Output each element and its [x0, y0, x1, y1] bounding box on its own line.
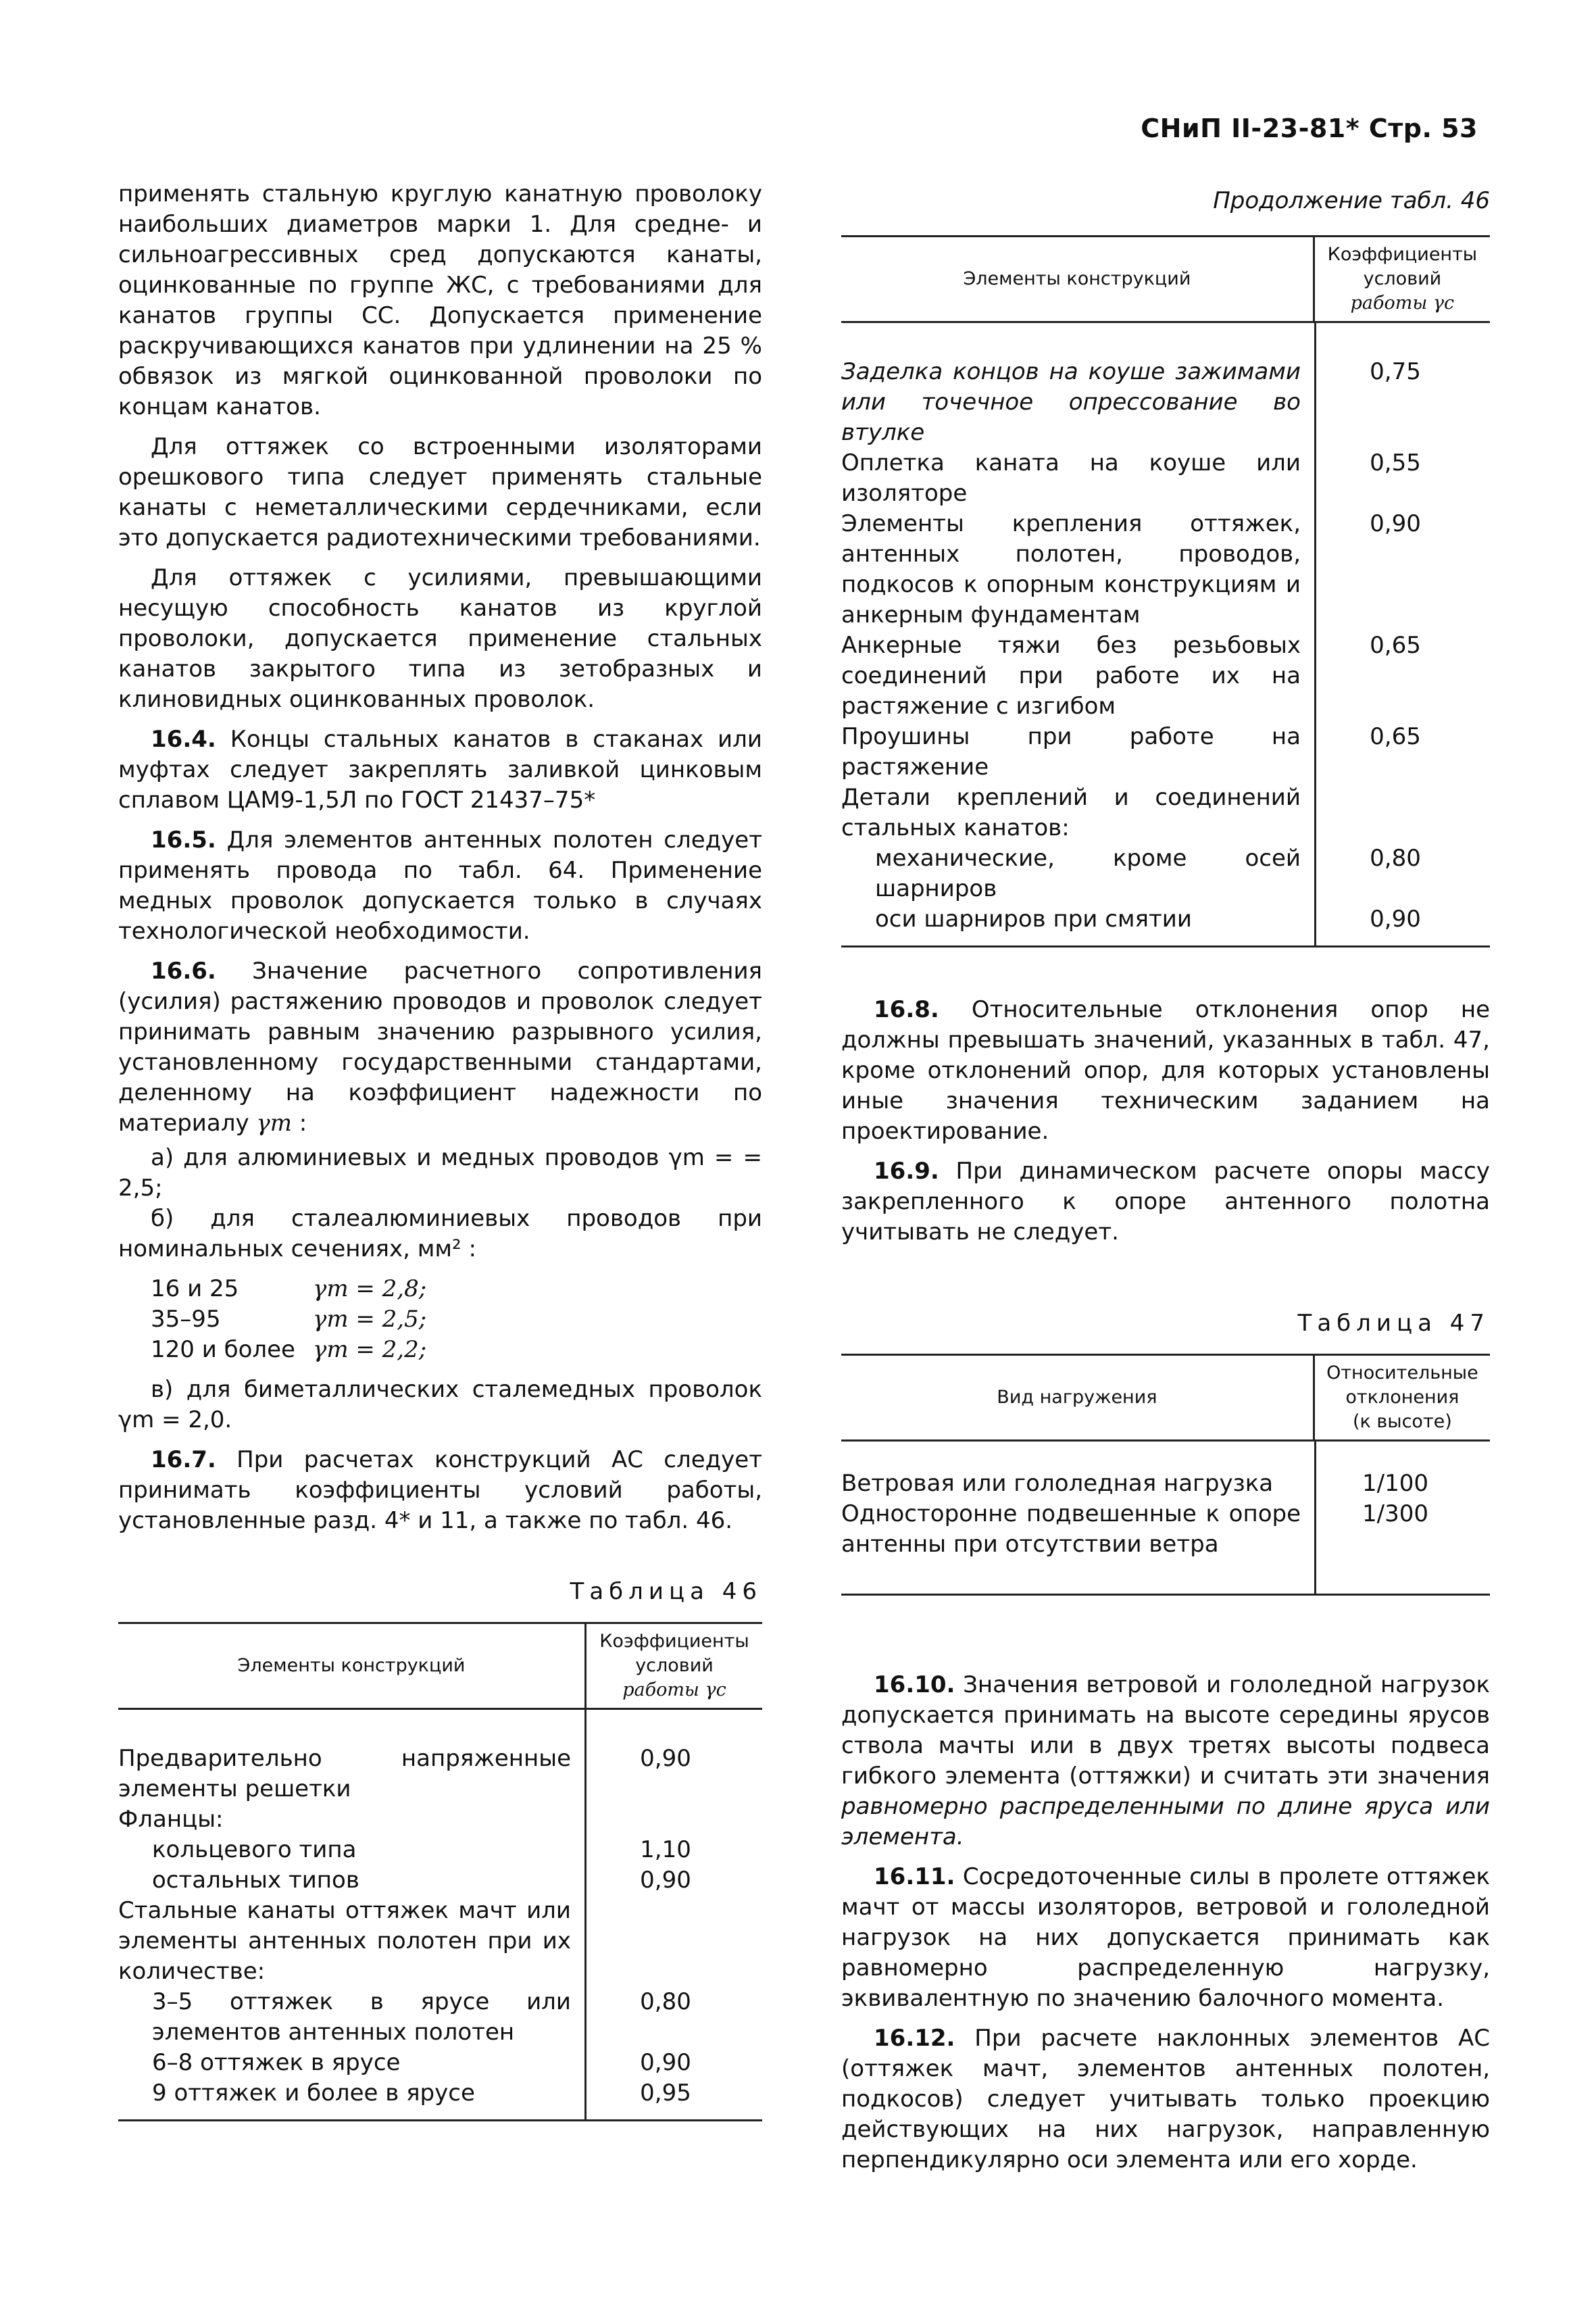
row-label: остальных типов: [152, 1867, 359, 1894]
clause-16-8: [841, 995, 1490, 1147]
table-row: [841, 448, 1490, 509]
item-b: б) для сталеалюминиевых проводов при номинальных сечениях, мм² :: [118, 1205, 762, 1262]
row-label: Фланцы:: [118, 1806, 224, 1833]
column-header-line: Коэффициенты: [1327, 244, 1478, 265]
table-header: [841, 1356, 1490, 1442]
section-size: 120 и более: [151, 1336, 295, 1363]
row-value: [571, 1804, 760, 1835]
row-value: [1301, 783, 1490, 843]
clause-16-6: [118, 956, 762, 1139]
column-header-line: отклонения: [1345, 1387, 1460, 1408]
table-row: [118, 1987, 762, 2048]
row-label: Детали креплений и соединений стальных канатов:: [841, 784, 1301, 841]
clause-number: 16.5.: [151, 827, 216, 854]
column-header: [587, 1624, 762, 1708]
row-value: 0,55: [1370, 449, 1421, 476]
row-label: Анкерные тяжи без резьбовых соединений при работе их на растяжение с изгибом: [841, 632, 1301, 720]
section-size: 35–95: [151, 1306, 221, 1333]
column-header: Вид нагружения: [841, 1356, 1315, 1439]
table-row: [118, 1896, 762, 1987]
table-row: [118, 2078, 762, 2109]
colon: :: [291, 1110, 307, 1137]
clause-number: 16.4.: [151, 726, 216, 753]
table-row: [841, 904, 1490, 935]
row-value: 0,90: [1370, 510, 1421, 537]
column-header-line: (к высоте): [1352, 1411, 1452, 1432]
column-header-line: условий: [1363, 268, 1442, 289]
row-label: кольцевого типа: [152, 1836, 357, 1863]
item-c: в) для биметаллических сталемедных проволок γm = 2,0.: [118, 1376, 762, 1433]
clause-number: 16.8.: [874, 996, 939, 1023]
table-row: [118, 1744, 762, 1804]
clause-text: Значение расчетного сопротивления (усилия) растяжению проводов и проволок следует принимать равным значению разрывного усилия, установленному государственными стандартами, деленному на коэффициент надежности по материалу: [118, 958, 762, 1137]
row-value: [571, 1896, 760, 1987]
table-row: [118, 1835, 762, 1865]
table-row: [841, 357, 1490, 448]
clause-16-12: [841, 2023, 1490, 2175]
table-row: [841, 1469, 1490, 1499]
table-body: [841, 323, 1490, 945]
section-size: 16 и 25: [151, 1275, 239, 1302]
table-46-continued: [841, 235, 1490, 947]
clause-text: При расчетах конструкций АС следует принимать коэффициенты условий работы, установленные разд. 4* и 11, а также по табл. 46.: [118, 1446, 762, 1534]
clause-number: 16.10.: [874, 1671, 955, 1698]
table-row: [118, 1804, 762, 1835]
row-label: 6–8 оттяжек в ярусе: [152, 2049, 401, 2076]
page-header: СНиП II-23-81* Стр. 53: [1141, 114, 1478, 143]
row-value: 0,90: [640, 1745, 691, 1772]
table-row: [118, 2048, 762, 2078]
row-label: оси шарниров при смятии: [875, 906, 1192, 933]
row-label: Оплетка каната на коуше или изоляторе: [841, 449, 1301, 507]
column-header: [1315, 1356, 1490, 1439]
section-row: [151, 1335, 762, 1365]
section-value: γm = 2,5;: [313, 1306, 427, 1333]
row-value: 1/100: [1362, 1470, 1428, 1497]
clause-text-italic: равномерно распределенными по длине яруса или элемента.: [841, 1793, 1490, 1850]
sections-list: [118, 1274, 762, 1365]
table-46: [118, 1622, 762, 2121]
row-label: Стальные канаты оттяжек мачт или элементы антенных полотен при их количестве:: [118, 1897, 571, 1985]
column-header-line: работы γc: [622, 1679, 726, 1700]
table-header: [841, 237, 1490, 323]
row-label: Односторонне подвешенные к опоре антенны при отсутствии ветра: [841, 1500, 1301, 1558]
row-label: Ветровая или гололедная нагрузка: [841, 1470, 1274, 1497]
left-column: [118, 179, 762, 2121]
table-body: [841, 1442, 1490, 1594]
table-row: [841, 509, 1490, 631]
clause-text: Концы стальных канатов в стаканах или муфтах следует закреплять заливкой цинковым сплавом ЦАМ9-1,5Л по ГОСТ 21437–75*: [118, 726, 762, 814]
column-header: Элементы конструкций: [118, 1624, 587, 1708]
table-caption: Таблица 46: [570, 1578, 762, 1605]
clause-number: 16.6.: [151, 958, 216, 985]
paragraph: применять стальную круглую канатную проволоку наибольших диаметров марки 1. Для средне- и сильноагрессивных сред допускаются канаты, оцинкованные по группе ЖС, с требованиями для канатов группы СС. Допускается применение раскручивающихся канатов при удлинении на 25 % обвязок из мягкой оцинкованной проволоки по концам канатов.: [118, 180, 762, 420]
right-column: [841, 186, 1490, 2185]
clause-16-10: [841, 1670, 1490, 1852]
row-value: 0,80: [1370, 845, 1421, 872]
clause-16-4: [118, 724, 762, 816]
clause-number: 16.12.: [874, 2025, 955, 2052]
clause-number: 16.11.: [874, 1863, 955, 1890]
row-value: 0,90: [640, 1867, 691, 1894]
row-label: Предварительно напряженные элементы решетки: [118, 1745, 571, 1802]
item-a: а) для алюминиевых и медных проводов γm = = 2,5;: [118, 1144, 762, 1202]
section-row: [151, 1274, 762, 1304]
table-caption: Таблица 47: [1297, 1310, 1490, 1337]
row-value: 1,10: [640, 1836, 691, 1863]
row-label: Элементы крепления оттяжек, антенных полотен, проводов, подкосов к опорным конструкциям и анкерным фундаментам: [841, 510, 1301, 629]
row-label: 3–5 оттяжек в ярусе или элементов антенных полотен: [152, 1988, 571, 2046]
table-continuation-caption: Продолжение табл. 46: [1213, 187, 1490, 214]
table-row: [841, 843, 1490, 904]
row-value: 0,65: [1370, 632, 1421, 659]
clause-text: При расчете наклонных элементов АС (оттяжек мачт, элементов антенных полотен, подкосов) следует учитывать только проекцию действующих на них нагрузок, направленную перпендикулярно оси элемента или его хорде.: [841, 2025, 1490, 2173]
clause-text: Сосредоточенные силы в пролете оттяжек мачт от массы изоляторов, ветровой и гололедной нагрузок на них допускается принимать как равномерно распределенную нагрузку, эквивалентную по значению балочного момента.: [841, 1863, 1490, 2012]
column-header-line: Коэффициенты: [599, 1631, 749, 1652]
row-value: 1/300: [1362, 1500, 1428, 1527]
clause-16-11: [841, 1862, 1490, 2014]
table-row: [841, 722, 1490, 783]
clause-text: Для элементов антенных полотен следует применять провода по табл. 64. Применение медных проволок допускается только в случаях технологической необходимости.: [118, 827, 762, 945]
gamma-symbol: γm: [256, 1110, 292, 1137]
table-row: [118, 1865, 762, 1896]
table-row: [841, 783, 1490, 843]
section-value: γm = 2,2;: [313, 1336, 427, 1363]
column-header: Элементы конструкций: [841, 237, 1315, 321]
row-value: 0,75: [1370, 358, 1421, 385]
row-label: Проушины при работе на растяжение: [841, 723, 1301, 781]
column-header-line: работы γc: [1350, 293, 1455, 314]
table-47: [841, 1354, 1490, 1596]
row-value: 0,95: [640, 2079, 691, 2107]
clause-text: Относительные отклонения опор не должны превышать значений, указанных в табл. 47, кроме отклонений опор, для которых установлены иные значения техническим заданием на проектирование.: [841, 996, 1490, 1145]
column-header: [1315, 237, 1490, 321]
table-row: [841, 1499, 1490, 1560]
row-value: 0,80: [640, 1988, 691, 2015]
column-header-line: условий: [635, 1655, 714, 1676]
table-header: [118, 1624, 762, 1710]
row-value: 0,90: [640, 2049, 691, 2076]
clause-16-5: [118, 825, 762, 947]
column-header-line: Относительные: [1326, 1362, 1478, 1383]
row-value: 0,65: [1370, 723, 1421, 750]
clause-number: 16.7.: [151, 1446, 216, 1473]
row-label: 9 оттяжек и более в ярусе: [152, 2079, 475, 2107]
row-value: 0,90: [1370, 906, 1421, 933]
clause-16-7: [118, 1445, 762, 1536]
paragraph: Для оттяжек со встроенными изоляторами орешкового типа следует применять стальные канаты с неметаллическими сердечниками, если это допускается радиотехническими требованиями.: [118, 433, 762, 551]
section-row: [151, 1304, 762, 1335]
section-value: γm = 2,8;: [313, 1275, 427, 1302]
clause-number: 16.9.: [874, 1158, 939, 1185]
row-label: Заделка концов на коуше зажимами или точечное опрессование во втулке: [841, 358, 1301, 446]
row-label: механические, кроме осей шарниров: [875, 845, 1301, 902]
paragraph: Для оттяжек с усилиями, превышающими несущую способность канатов из круглой проволоки, допускается применение стальных канатов закрытого типа из зетобразных и клиновидных оцинкованных проволок.: [118, 564, 762, 713]
clause-text: При динамическом расчете опоры массу закрепленного к опоре антенного полотна учитывать не следует.: [841, 1158, 1490, 1246]
table-row: [841, 631, 1490, 722]
clause-16-9: [841, 1156, 1490, 1248]
table-body: [118, 1710, 762, 2119]
clause-text: Значения ветровой и гололедной нагрузок допускается принимать на высоте середины ярусов ствола мачты или в двух третях высоты подвеса гибкого элемента (оттяжки) и считать эти значения: [841, 1671, 1490, 1790]
